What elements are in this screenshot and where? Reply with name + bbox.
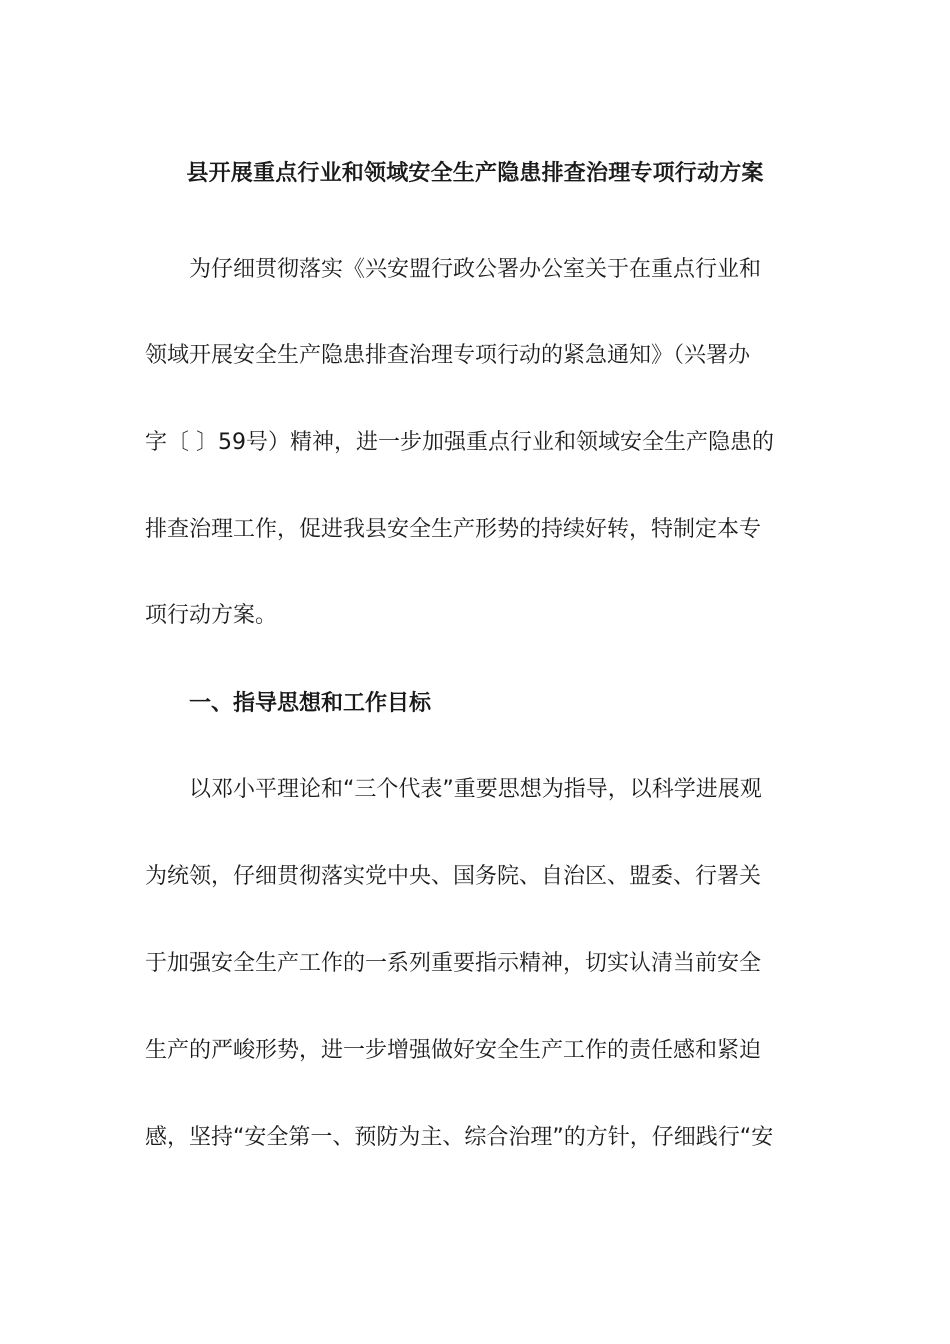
intro-paragraph-line: 项行动方案。 <box>145 603 278 628</box>
section-paragraph-line: 感，坚持“安全第一、预防为主、综合治理”的方针，仔细践行“安 <box>145 1125 774 1150</box>
section-paragraph-line: 为统领，仔细贯彻落实党中央、国务院、自治区、盟委、行署关 <box>145 864 762 889</box>
section-paragraph-line: 生产的严峻形势，进一步增强做好安全生产工作的责任感和紧迫 <box>145 1038 762 1063</box>
intro-paragraph-line: 字〔 〕59号）精神，进一步加强重点行业和领域安全生产隐患的 <box>145 430 774 455</box>
section-paragraph-line: 于加强安全生产工作的一系列重要指示精神，切实认清当前安全 <box>145 951 762 976</box>
section-heading: 一、指导思想和工作目标 <box>189 691 432 716</box>
document-title: 县开展重点行业和领域安全生产隐患排查治理专项行动方案 <box>186 161 764 186</box>
intro-paragraph-line: 排查治理工作，促进我县安全生产形势的持续好转，特制定本专 <box>145 517 762 542</box>
section-paragraph-line: 以邓小平理论和“三个代表”重要思想为指导，以科学进展观 <box>189 777 762 802</box>
intro-paragraph-line: 领域开展安全生产隐患排查治理专项行动的紧急通知》（兴署办 <box>145 343 751 368</box>
intro-paragraph-line: 为仔细贯彻落实《兴安盟行政公署办公室关于在重点行业和 <box>189 257 762 282</box>
